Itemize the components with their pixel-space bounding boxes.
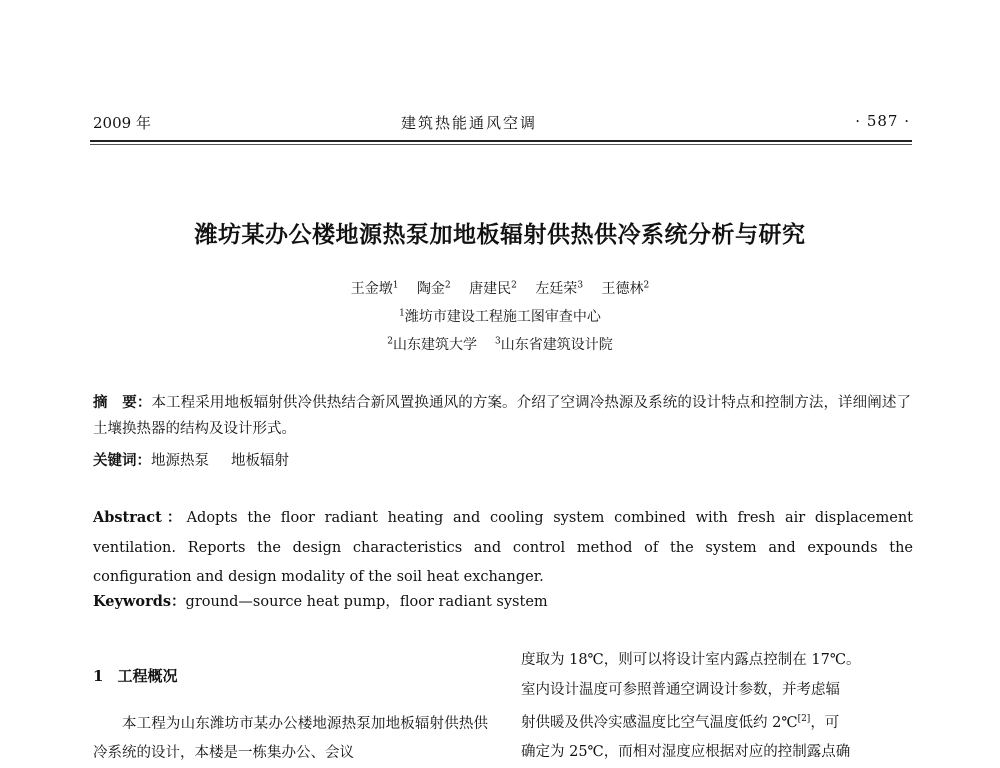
section-heading — [93, 665, 177, 686]
header-year: 2009 年 — [93, 114, 151, 132]
keywords-english — [93, 590, 548, 611]
abstract-cn-label: 摘 要： — [93, 394, 152, 411]
body-line: 确定为 25℃，而相对湿度应根据对应的控制露点确 — [521, 744, 851, 761]
abstract-english — [93, 503, 913, 593]
author: 左廷荣$^3$ — [535, 280, 584, 297]
keyword: 地板辐射 — [231, 453, 289, 469]
body-left-column: 本工程为山东潍坊市某办公楼地源热泵加地板辐射供热供冷系统的设计，本楼是一栋集办公、会议 — [93, 716, 488, 761]
body-line: 射供暖及供冷实感温度比空气温度低约 2℃[2]，可 — [521, 714, 840, 731]
abstract-en-label: Abstract： — [93, 509, 187, 526]
citation-ref: [2] — [797, 714, 811, 724]
page-header — [93, 112, 910, 136]
author: 王德林$^2$ — [601, 280, 650, 297]
keywords-cn-label: 关键词： — [93, 452, 151, 469]
keywords-en-text: ground—source heat pump，floor radiant system — [185, 594, 548, 610]
abstract-cn-text: 本工程采用地板辐射供冷供热结合新风置换通风的方案。介绍了空调冷热源及系统的设计特点和控制方法，详细阐述了土壤换热器的结构及设计形式。 — [93, 395, 911, 437]
body-line: 度取为 18℃，则可以将设计室内露点控制在 17℃。 — [521, 652, 861, 668]
abstract-en-text: Adopts the floor radiant heating and cooling system combined with fresh air displacement ventilation. Reports the design characteristics and control method of the system and expounds the configuration and design modality of the soil heat exchanger. — [93, 510, 914, 585]
author: 陶金$^2$ — [416, 280, 451, 297]
section-title: 工程概况 — [117, 667, 178, 685]
author: 王金墩$^1$ — [350, 280, 399, 297]
body-right-column — [521, 646, 913, 768]
paper-title: 潍坊某办公楼地源热泵加地板辐射供热供冷系统分析与研究 — [194, 222, 806, 248]
abstract-chinese — [93, 390, 911, 442]
body-line: 室内设计温度可参照普通空调设计参数，并考虑辐 — [521, 681, 840, 698]
header-rule-thin — [90, 144, 912, 145]
affiliation-2-3: $^2$山东建筑大学 $^3$山东省建筑设计院 — [387, 336, 613, 353]
section-number: 1 — [93, 667, 104, 685]
author-list — [0, 278, 1000, 298]
header-rule-thick — [90, 140, 912, 142]
header-journal: 建筑热能通风空调 — [401, 114, 538, 132]
affiliation-1: $^1$潍坊市建设工程施工图审查中心 — [399, 308, 601, 325]
keyword: 地源热泵 — [151, 453, 209, 469]
keywords-en-label: Keywords： — [93, 593, 186, 610]
keywords-chinese — [93, 449, 289, 470]
header-page-number: · 587 · — [855, 112, 910, 130]
author: 唐建民$^2$ — [469, 280, 517, 297]
